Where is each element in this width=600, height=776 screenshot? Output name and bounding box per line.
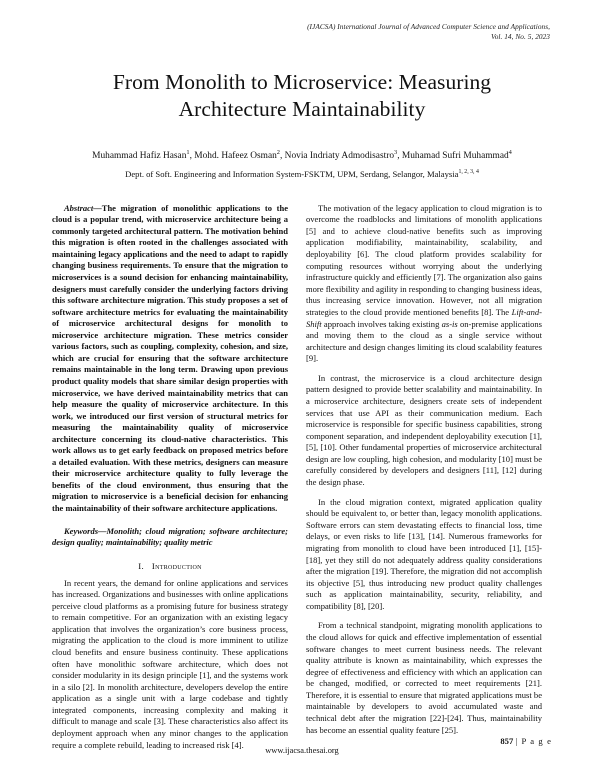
body-text: approach involves taking existing (321, 318, 442, 329)
author-list: Muhammad Hafiz Hasan$^1$, Mohd. Hafeez Osman$^2$, Novia Indriaty Admodisastro$^3$, Muhamad Sufri Muhammad$^4$ (92, 148, 512, 161)
body-text: In contrast, the microservice is a cloud architecture design pattern designed to provide better scalability and maintainability. In a microservice architecture, designers create sets of independent services that use API as their communication medium. Each microservice is responsible for specific business capabilities, strong component separation, and independent deployability execution [1], [5], [10]. Other fundamental properties of microservice architectural design are low coupling, high cohesion, and modularity [10] must be carefully considered by developers and designers [11], [12] during the design phase. (306, 372, 542, 488)
keywords-lead: Keywords— (64, 525, 107, 536)
body-text: From a technical standpoint, migrating monolith applications to the cloud allows for quick and effective implementation of essential software changes to meet current business needs. The relevant quality attribute is known as maintainability, which expresses the degree of effectiveness and efficiency with which an application can be changed, modified, or corrected to meet requirements [21]. Therefore, it is essential to ensure that migrated applications must be maintainable by developers to avoid accumulated waste and technical debt after the migration [22]-[24]. Thus, maintainability has become an essential quality feature [25]. (306, 620, 542, 735)
keywords-body: Monolith; cloud migration; software architecture; design quality; maintainability; quality metric (52, 525, 288, 548)
body-text: on-premise applications and moving them to the cloud as a single service without architecture and design changes limiting its cloud scalability features [9]. (306, 318, 542, 364)
page-title: From Monolith to Microservice: Measuring Architecture Maintainability (112, 69, 492, 122)
author-superscript: 2 (276, 148, 280, 156)
paragraph-right-3 (306, 497, 542, 613)
paragraph-right-2 (306, 373, 542, 489)
page-footer (52, 736, 552, 762)
body-columns (52, 203, 552, 751)
right-column (306, 203, 542, 751)
author-affiliation: Dept. of Soft. Engineering and Information System-FSKTM, UPM, Serdang, Selangor, Malaysia$^{1, 2, 3, 4}$ (125, 168, 479, 179)
running-head-journal: (IJACSA) International Journal of Advanced Computer Science and Applications, (307, 22, 550, 31)
body-text: The motivation of the legacy application to cloud migration is to overcome the roadblocks and limitations of monolith applications [5] and to achieve cloud-native benefits such as improving application modifiability, maintainability, scalability, and deployability [6]. The cloud platform provides scalability for computing resources without worrying about the underlying infrastructure quickly and efficiently [7]. The organization also gains more flexibility and agility in responding to changing business ideas, thus increasing service innovation. However, not all migration strategies to the cloud provide mentioned benefits [8]. The (306, 202, 542, 317)
abstract-body: The migration of monolithic applications to the cloud is a popular trend, with microservice architecture being a commonly targeted architectural pattern. The motivation behind this migration is often rooted in the challenges associated with maintaining legacy applications and the need to adapt to rapidly changing business requirements. To ensure that the migration to microservices is a sound decision for enhancing maintainability, designers must carefully consider the underlying factors driving this software architecture migration. This study proposes a set of software architecture metrics for evaluating the maintainability of microservice architectural designs for monolith to microservice architecture migration. These metrics consider various factors, such as coupling, complexity, cohesion, and size, which are crucial for ensuring that the software architecture remains maintainable in the long term. Drawing upon previous product quality models that share similar design properties with microservice, we have derived maintainability metrics that can help measure the quality of microservice architecture. In this work, we introduced our first version of structural metrics for measuring the maintainability quality of microservice architecture concerning its cloud-native characteristics. This work allows us to get early feedback on proposed metrics before a detailed evaluation. With these metrics, designers can measure their microservice architecture quality to fully leverage the benefits of the cloud environment, thus ensuring that the migration to microservice is a beneficial decision for enhancing the maintainability of their software architecture applications. (52, 202, 288, 513)
author-superscript: 4 (508, 148, 512, 156)
author-superscript: 1 (186, 148, 190, 156)
page-number: 857 (500, 736, 514, 746)
left-column (52, 203, 288, 751)
section-heading-introduction (52, 561, 288, 571)
page-number-block (500, 736, 552, 746)
paragraph-intro-1: In recent years, the demand for online applications and services has increased. Organizations and businesses with online applications perceive cloud platforms as a promising future for business strategy to remain competitive. For an organization with an existing legacy application that involves the organization’s core business process, migrating the application to the cloud is more imminent to utilize cloud benefits and ensure business continuity. These applications often have monolithic software architecture, which does not consider modularity in its design principle [1], and the systems work in a silo [2]. In monolith architecture, developers develop the entire application as a single unit with a large codebase and tightly integrated components, increasing complexity and making it difficult to manage and scale [3]. These characteristics also affect its deployment approach when any minor changes to the application require a complete rebuild, leading to increased risk [4]. (52, 577, 288, 750)
running-head (52, 22, 552, 43)
journal-url: www.ijacsa.thesai.org (265, 746, 339, 755)
affiliation-superscript: 1, 2, 3, 4 (458, 169, 479, 175)
section-numeral: I. (138, 560, 144, 571)
body-text: In the cloud migration context, migrated application quality should be equivalent to, or better than, legacy monolith applications. Software errors can stem devastating effects to financial loss, time delays, or even risks to life [13], [14]. Numerous frameworks for migrating from monolith to cloud have been introduced [1], [15]-[18], yet they still do not adequately address quality considerations after the migration [19]. Therefore, the migration did not accomplish its objective [5], thus introducing new product quality challenges such as application maintainability, security, reliability, and compatibility [8], [20]. (306, 496, 542, 611)
keywords-paragraph (52, 526, 288, 549)
paragraph-right-4 (306, 620, 542, 736)
running-head-volume: Vol. 14, No. 5, 2023 (491, 32, 550, 42)
emphasis-text: Lift-and-Shift (306, 306, 542, 329)
section-title: Introduction (151, 560, 202, 571)
emphasis-text: as-is (441, 318, 458, 329)
author-superscript: 3 (394, 148, 398, 156)
paragraph-right-1 (306, 203, 542, 365)
abstract-paragraph (52, 203, 288, 515)
page-label: | P a g e (515, 736, 552, 746)
abstract-lead: Abstract— (64, 202, 102, 213)
